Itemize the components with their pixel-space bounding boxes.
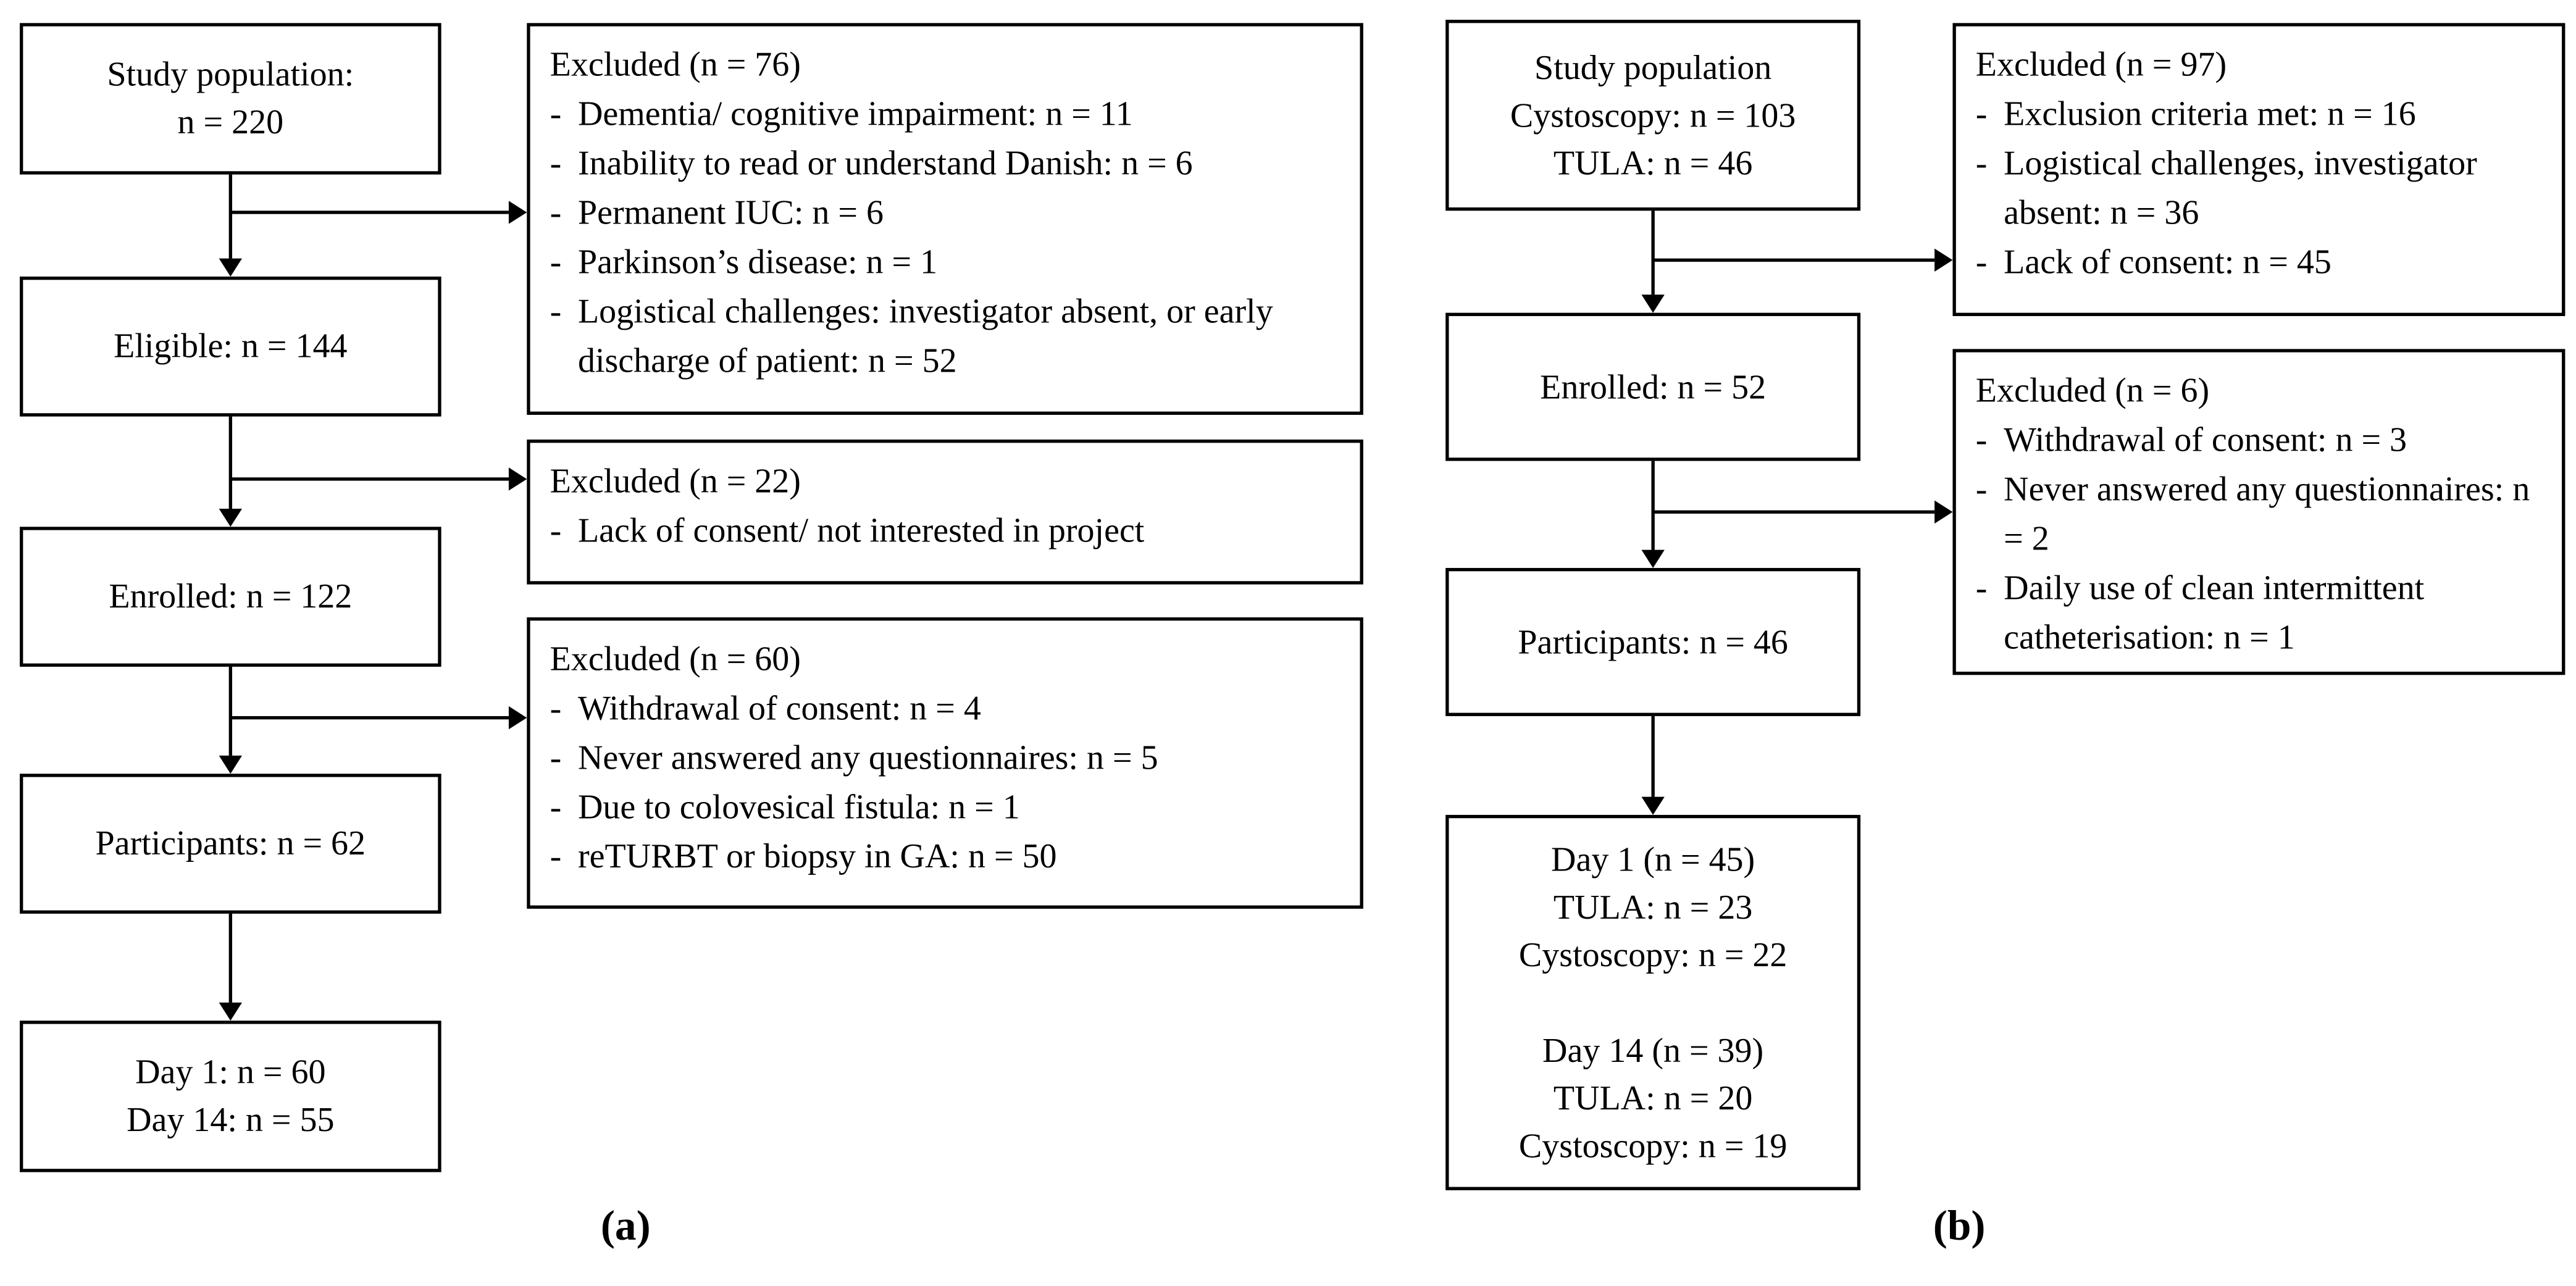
panel-a-label: (a) bbox=[600, 1201, 651, 1250]
excluded-item bbox=[1976, 138, 2546, 237]
enrolled-box-b bbox=[1445, 313, 1860, 461]
study-population-box-b bbox=[1445, 20, 1860, 211]
flow-line-vertical bbox=[229, 667, 232, 756]
excluded-item-text: Withdrawal of consent: n = 4 bbox=[577, 688, 981, 728]
excluded-box-enrollment-b bbox=[1952, 349, 2565, 675]
arrowhead-right-icon bbox=[509, 467, 527, 490]
excluded-item bbox=[550, 138, 1344, 188]
excluded-item-text: Withdrawal of consent: n = 3 bbox=[2004, 419, 2407, 459]
excluded-item-text: Dementia/ cognitive impairment: n = 11 bbox=[577, 93, 1133, 133]
excluded-box-enrollment-a bbox=[527, 617, 1363, 909]
followup-box-a bbox=[20, 1021, 441, 1172]
arrowhead-down-icon bbox=[219, 259, 242, 277]
excluded-box-screening-b bbox=[1952, 23, 2565, 316]
excluded-item-text: Parkinson’s disease: n = 1 bbox=[577, 241, 938, 282]
bullet-dash: - bbox=[1975, 143, 1988, 183]
box-text-line: Day 1 (n = 45) bbox=[1551, 838, 1755, 879]
arrowhead-down-icon bbox=[219, 756, 242, 774]
box-text-line: Cystoscopy: n = 103 bbox=[1510, 94, 1796, 135]
excluded-item bbox=[550, 188, 1344, 237]
excluded-title: Excluded (n = 60) bbox=[550, 638, 801, 678]
box-text-line: Study population: bbox=[107, 54, 354, 94]
excluded-title: Excluded (n = 76) bbox=[550, 44, 801, 84]
excluded-item bbox=[550, 782, 1344, 832]
bullet-dash: - bbox=[550, 787, 562, 827]
arrowhead-right-icon bbox=[1934, 249, 1952, 272]
arrowhead-down-icon bbox=[219, 509, 242, 527]
box-text-line: Study population bbox=[1534, 46, 1772, 86]
bullet-dash: - bbox=[550, 510, 562, 550]
excluded-title: Excluded (n = 97) bbox=[1975, 44, 2227, 84]
flow-line-vertical bbox=[229, 914, 232, 1003]
bullet-dash: - bbox=[550, 836, 562, 876]
bullet-dash: - bbox=[550, 688, 562, 728]
arrowhead-right-icon bbox=[509, 706, 527, 729]
excluded-item-text: Never answered any questionnaires: n = 2 bbox=[2004, 469, 2530, 558]
excluded-item-text: reTURBT or biopsy in GA: n = 50 bbox=[577, 836, 1057, 876]
flow-line-vertical bbox=[1651, 716, 1654, 797]
enrolled-box-a bbox=[20, 527, 441, 667]
excluded-box-eligibility-a bbox=[527, 440, 1363, 585]
box-text-line: TULA: n = 20 bbox=[1553, 1077, 1753, 1117]
excluded-item bbox=[550, 683, 1344, 733]
excluded-item-text: Logistical challenges, investigator absent: n = 36 bbox=[2004, 143, 2477, 232]
excluded-item-text: Never answered any questionnaires: n = 5 bbox=[577, 737, 1158, 777]
flow-line-vertical bbox=[1651, 211, 1654, 294]
flow-line-horizontal bbox=[230, 477, 509, 480]
excluded-item-text: Permanent IUC: n = 6 bbox=[577, 192, 884, 232]
excluded-item bbox=[1976, 464, 2546, 563]
flow-line-horizontal bbox=[1653, 259, 1934, 262]
participants-box-b bbox=[1445, 568, 1860, 716]
arrowhead-down-icon bbox=[219, 1003, 242, 1021]
excluded-item bbox=[1976, 415, 2546, 464]
box-text-line: Cystoscopy: n = 22 bbox=[1518, 934, 1788, 974]
flow-line-vertical bbox=[229, 417, 232, 509]
bullet-dash: - bbox=[1975, 567, 1988, 608]
box-text-line: Cystoscopy: n = 19 bbox=[1518, 1125, 1788, 1165]
excluded-item-text: Lack of consent: n = 45 bbox=[2004, 241, 2331, 282]
excluded-title: Excluded (n = 22) bbox=[550, 461, 801, 501]
bullet-dash: - bbox=[550, 93, 562, 133]
flow-line-horizontal bbox=[230, 716, 509, 719]
arrowhead-down-icon bbox=[1642, 550, 1665, 568]
excluded-box-screening-a bbox=[527, 23, 1363, 415]
box-text-line: Enrolled: n = 122 bbox=[109, 576, 353, 616]
excluded-item bbox=[1976, 237, 2546, 286]
excluded-item bbox=[550, 832, 1344, 881]
excluded-item bbox=[550, 237, 1344, 286]
arrowhead-right-icon bbox=[509, 201, 527, 223]
bullet-dash: - bbox=[1975, 419, 1988, 459]
panel-b-label: (b) bbox=[1933, 1201, 1986, 1250]
bullet-dash: - bbox=[550, 291, 562, 331]
excluded-item-text: Exclusion criteria met: n = 16 bbox=[2004, 93, 2416, 133]
box-text-line: Enrolled: n = 52 bbox=[1540, 366, 1767, 406]
box-text-line: Day 14 (n = 39) bbox=[1542, 1029, 1764, 1069]
bullet-dash: - bbox=[550, 192, 562, 232]
excluded-title: Excluded (n = 6) bbox=[1975, 370, 2210, 410]
bullet-dash: - bbox=[1975, 469, 1988, 509]
study-population-box-a bbox=[20, 23, 441, 174]
box-text-line: Participants: n = 62 bbox=[95, 823, 366, 863]
bullet-dash: - bbox=[1975, 241, 1988, 282]
flow-line-horizontal bbox=[230, 211, 509, 214]
eligible-box-a bbox=[20, 277, 441, 417]
excluded-item bbox=[550, 733, 1344, 782]
flow-line-vertical bbox=[1651, 461, 1654, 550]
excluded-item-text: Lack of consent/ not interested in project bbox=[577, 510, 1145, 550]
excluded-item bbox=[1976, 563, 2546, 662]
excluded-item bbox=[550, 286, 1344, 385]
participants-box-a bbox=[20, 774, 441, 914]
excluded-item-text: Logistical challenges: investigator absent, or early discharge of patient: n = 52 bbox=[577, 291, 1273, 380]
excluded-item-text: Inability to read or understand Danish: n = 6 bbox=[577, 143, 1193, 183]
excluded-item bbox=[550, 89, 1344, 138]
arrowhead-down-icon bbox=[1642, 797, 1665, 815]
arrowhead-down-icon bbox=[1642, 294, 1665, 312]
flow-line-vertical bbox=[229, 175, 232, 259]
bullet-dash: - bbox=[550, 241, 562, 282]
box-text-line: Day 14: n = 55 bbox=[127, 1100, 335, 1140]
box-text-line: n = 220 bbox=[177, 102, 284, 142]
excluded-item-text: Daily use of clean intermittent catheterisation: n = 1 bbox=[2004, 567, 2425, 657]
excluded-item bbox=[1976, 89, 2546, 138]
flow-line-horizontal bbox=[1653, 511, 1934, 514]
box-text-line: Day 1: n = 60 bbox=[135, 1051, 326, 1092]
box-text-line: Participants: n = 46 bbox=[1518, 621, 1788, 661]
followup-box-b bbox=[1445, 815, 1860, 1190]
bullet-dash: - bbox=[550, 143, 562, 183]
excluded-item bbox=[550, 506, 1344, 555]
bullet-dash: - bbox=[1975, 93, 1988, 133]
excluded-item-text: Due to colovesical fistula: n = 1 bbox=[577, 787, 1020, 827]
box-text-line: Eligible: n = 144 bbox=[114, 325, 348, 365]
bullet-dash: - bbox=[550, 737, 562, 777]
arrowhead-right-icon bbox=[1934, 501, 1952, 524]
box-text-line: TULA: n = 46 bbox=[1553, 142, 1753, 182]
box-text-line: TULA: n = 23 bbox=[1553, 886, 1753, 926]
